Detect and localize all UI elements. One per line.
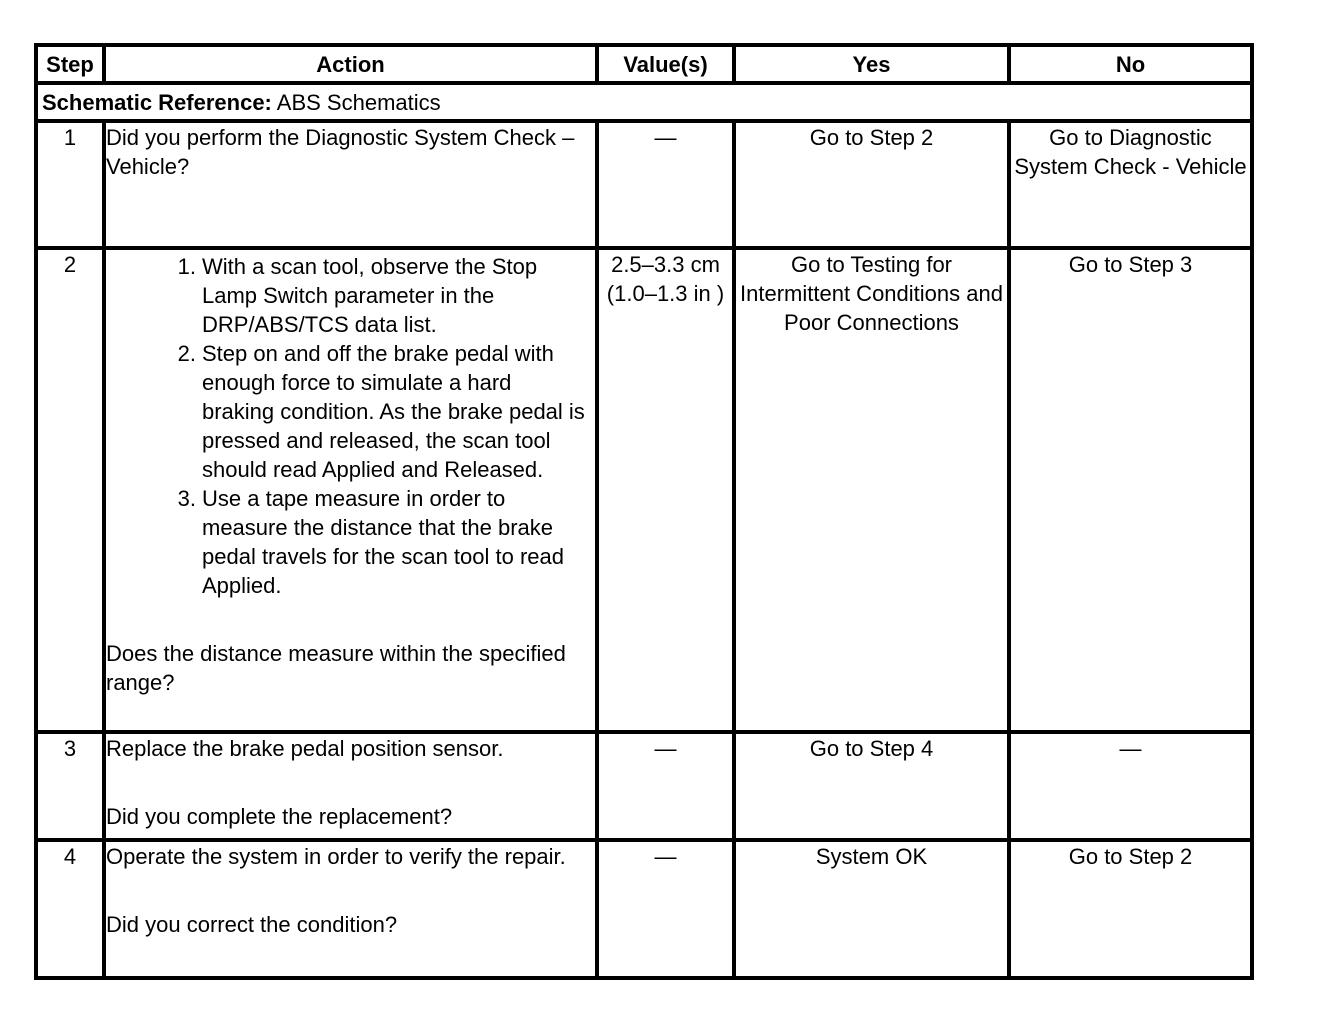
table-row [36,248,1252,732]
schematic-reference [36,83,1252,121]
header-values: Value(s) [597,45,734,83]
yes-cell: Go to Testing for Intermittent Conditions and Poor Connections [734,248,1009,732]
substep-number: 1. [177,254,196,279]
table-row [36,840,1252,978]
header-no: No [1009,45,1252,83]
no-cell: Go to Step 2 [1009,840,1252,978]
action-cell [104,248,597,732]
yes-cell: Go to Step 4 [734,732,1009,840]
yes-cell: System OK [734,840,1009,978]
substep-number: 3. [177,486,196,511]
action-text: Operate the system in order to verify the repair. [106,844,566,869]
step-number: 1 [36,121,104,248]
action-cell [104,840,597,978]
question-text: Did you correct the condition? [106,912,398,937]
no-cell: Go to Step 3 [1009,248,1252,732]
header-action: Action [104,45,597,83]
value-cell [597,121,734,248]
substep-text: With a scan tool, observe the Stop Lamp Switch parameter in the DRP/ABS/TCS data list. [202,254,538,337]
no-cell: Go to Diagnostic System Check - Vehicle [1009,121,1252,248]
substep-list [106,252,595,600]
value-text: — [654,125,677,150]
schematic-reference-label: Schematic Reference: [42,89,272,115]
header-yes: Yes [734,45,1009,83]
schematic-reference-value: ABS Schematics [276,89,441,115]
value-text: — [597,840,734,978]
substep-item [106,252,595,339]
question-text: Did you complete the replacement? [106,804,453,829]
value-text: 2.5–3.3 cm (1.0–1.3 in ) [597,248,734,732]
substep-item [106,339,595,484]
header-step: Step [36,45,104,83]
no-cell: — [1009,732,1252,840]
action-text: Replace the brake pedal position sensor. [106,736,504,761]
step-number: 2 [36,248,104,732]
table-row [36,732,1252,840]
header-row [36,45,1252,83]
substep-text: Use a tape measure in order to measure the distance that the brake pedal travels for the scan tool to read Applied. [202,486,564,598]
substep-text: Step on and off the brake pedal with enough force to simulate a hard braking condition. As the brake pedal is pressed and released, the scan tool should read Applied and Released. [202,341,585,482]
table-row [36,121,1252,248]
substep-number: 2. [177,341,196,366]
step-number: 3 [36,732,104,840]
diagnostic-table [34,43,1254,980]
yes-cell: Go to Step 2 [734,121,1009,248]
step-number: 4 [36,840,104,978]
schematic-reference-row [36,83,1252,121]
action-cell [104,732,597,840]
action-text: Did you perform the Diagnostic System Check – Vehicle? [104,121,597,248]
substep-item [106,484,595,600]
value-text: — [597,732,734,840]
question-text: Does the distance measure within the specified range? [106,641,566,695]
